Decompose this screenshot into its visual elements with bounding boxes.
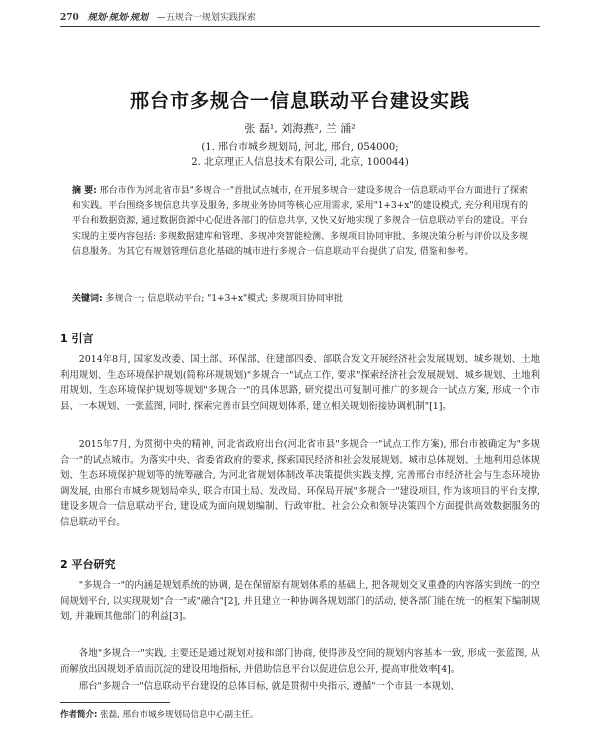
footnote-label: 作者简介: (60, 710, 98, 720)
abstract (72, 184, 528, 260)
header-rule (60, 26, 540, 27)
running-head (60, 10, 540, 23)
keywords-text: 多规合一; 信息联动平台; "1+3+x"模式; 多规项目协同审批 (105, 294, 344, 304)
keywords-label: 关键词: (72, 294, 103, 304)
paragraph: 邢台"多规合一"信息联动平台建设的总体目标, 就是贯彻中央指示, 遵循"一个市县一本规划、 (78, 681, 460, 692)
section-heading-platform-research: 2 平台研究 (60, 558, 116, 571)
keywords (72, 291, 528, 304)
footnote-text: 张磊, 邢台市城乡规划局信息中心副主任。 (100, 710, 259, 720)
running-subtitle: —五规合一规划实践探索 (156, 13, 256, 23)
authors: 张 磊¹, 刘海燕², 兰 涌² (244, 122, 356, 135)
paragraph: 各地"多规合一"实践, 主要还是通过规划对接和部门协商, 使得涉及空间的规划内容基本一致, 形成一张蓝图, 从而解放出因规划矛盾而沉淀的建设用地指标, 并借助信息平台以促进信息公开, 提高审批效率[4]。 (60, 648, 540, 675)
journal-name: 规划·规划·规划 (87, 13, 148, 23)
paragraph: 2015年7月, 为贯彻中央的精神, 河北省政府出台(河北省市县"多规合一"试点工作方案), 邢台市被确定为"多规合一"的试点城市。为落实中央、省委省政府的要求, 探索国民经济和社会发展规划、城市总体规划、土地利用总体规划、生态环境保护规划等的统筹融合, 为河北省规划体制改革决策提供实践支撑, 完善邢台市经济社会与生态环境协调发展, 由邢台市城乡规划局牵头, 联合市国土局、发改局、环保局开展"多规合一"建设项目, 作为该项目的平台支撑, 建设多规合一信息联动平台, 建设成为面向规划编制、行政审批、社会公众和领导决策四个方面提供高效数据服务的信息联动平台。 (60, 439, 540, 528)
paragraph: "多规合一"的内涵是规划系统的协调, 是在保留原有规划体系的基础上, 把各规划交叉重叠的内容落实到统一的空间规划平台, 以实现规划"合一"或"融合"[2], 并且建立一种协调各规划部门的活动, 使各部门能在统一的框架下编制规划, 并兼顾其他部门的利益[3]。 (60, 580, 540, 622)
footnote (60, 708, 259, 720)
paper-title: 邢台市多规合一信息联动平台建设实践 (129, 90, 470, 112)
abstract-label: 摘 要: (72, 186, 97, 196)
paragraph: 2014年8月, 国家发改委、国土部、环保部、住建部四委、部联合发文开展经济社会发展规划、城乡规划、土地利用规划、生态环境保护规划(简称环规规划)"多规合一"试点工作, 要求"探索经济社会发展规划、城乡规划、土地利用规划、生态环境保护规划等规划"多规合一"的具体思路, 研究提出可复制可推广的多规合一试点方案, 形成一个市县、一本规划、一张蓝图, 同时, 探索完善市县空间规划体系, 建立相关规划衔接协调机制"[1]。 (60, 354, 540, 412)
footnote-rule (60, 702, 170, 703)
affiliation-2: 2. 北京理正人信息技术有限公司, 北京, 100044) (191, 157, 409, 168)
page-number: 270 (60, 13, 79, 23)
abstract-text: 邢台市作为河北省市县"多规合一"首批试点城市, 在开展多规合一建设多规合一信息联动平台方面进行了探索和实践。平台围绕多规信息共享及服务, 多规业务协同等核心应用需求, 采用"1+3+x"的建设模式, 充分利用现有的平台和数据资源, 通过数据资源中心促进各部门的信息共享, 又快又好地实现了多规合一信息联动平台的建设。平台实现的主要内容包括: 多规数据建库和管理、多规冲突智能检测、多规项目协同审批、多规决策分析与评价以及多规信息服务。为其它有规划管理信息化基础的城市进行多规合一信息联动平台提供了启发, 借鉴和参考。 (72, 186, 528, 257)
affiliation-1: (1. 邢台市城乡规划局, 河北, 邢台, 054000; (201, 142, 399, 153)
section-heading-introduction: 1 引言 (60, 332, 94, 345)
